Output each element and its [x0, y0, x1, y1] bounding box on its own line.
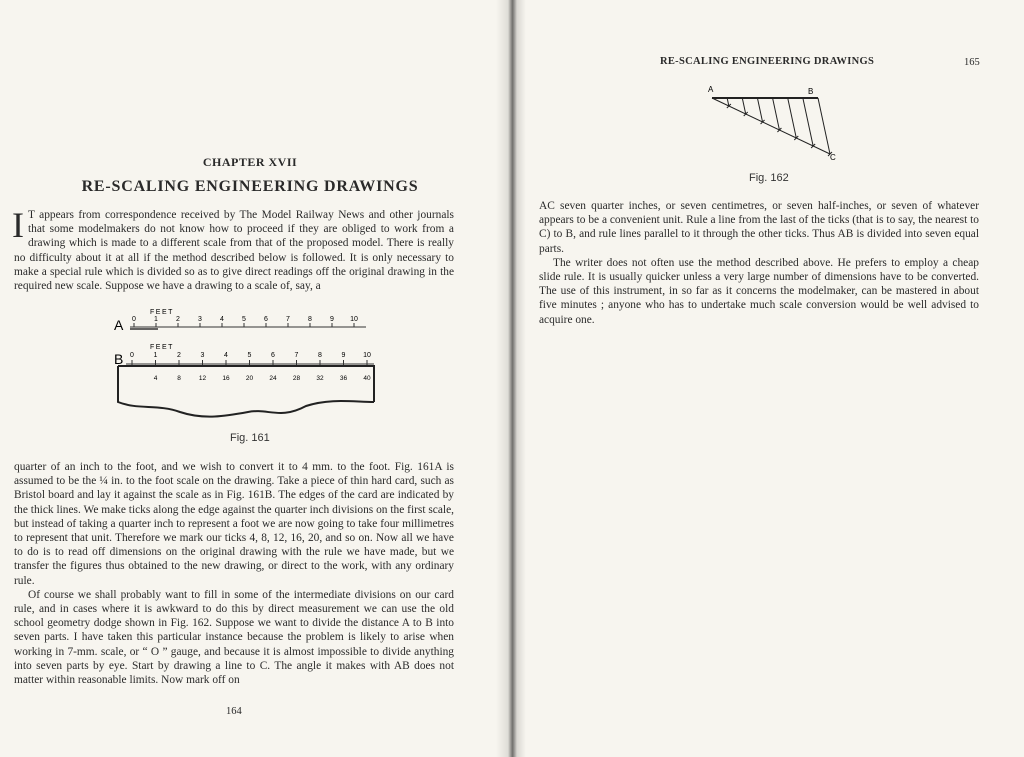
- parallel-line: [757, 98, 762, 122]
- figure-162: [702, 82, 852, 168]
- card-rule-mm-label: 32: [316, 375, 324, 382]
- scale-a-tick-label: 7: [286, 316, 290, 323]
- scale-b: [114, 344, 374, 417]
- card-rule-mm-label: 8: [177, 375, 181, 382]
- right-paragraph-1-text: AC seven quarter inches, or seven centimetres, or seven half-inches, or seven of whatever appears to be a convenient unit. Rule a line from the last of the ticks (that is to say, the nearest to C) to B, and rule lines parallel to it through the other ticks. Thus AB is divided into seven equal parts.: [539, 200, 979, 255]
- right-page-number: 165: [964, 57, 980, 68]
- parallel-line: [773, 98, 780, 130]
- scale-a-tick-label: 10: [350, 316, 358, 323]
- running-head: RE-SCALING ENGINEERING DRAWINGS: [660, 56, 875, 67]
- scale-b-unit: FEET: [150, 344, 174, 351]
- scale-a-tick-label: 1: [154, 316, 158, 323]
- scale-b-tick-label: 8: [318, 352, 322, 359]
- left-paragraph-2-text: quarter of an inch to the foot, and we wish to convert it to 4 mm. to the foot. Fig. 161A is assumed to be the ¼ in. to the foot scale on the drawing. Take a piece of thin hard card, such as Bristol board and lay it against the scale as in Fig. 161B. The edges of the card are indicated by the thick lines. We make ticks along the edge against the quarter inch divisions on the first scale, but instead of taking a quarter inch to represent a foot we are now going to take four millimetres to represent that unit. Therefore we mark our ticks 4, 8, 12, 16, 20, and so on. Now all we have to do is to read off dimensions on the original drawing with the rule we have made, but we transfer the figures thus obtained to the new drawing, or direct to the work, with any ordinary rule.: [14, 461, 454, 587]
- right-text: [539, 199, 979, 327]
- card-rule-mm-label: 28: [292, 375, 301, 382]
- card-rule-mm-label: 40: [363, 375, 371, 382]
- scale-a-tick-label: 3: [198, 316, 202, 323]
- scale-b-tick-label: 9: [341, 352, 346, 359]
- scale-b-tick-label: 4: [224, 352, 228, 359]
- parallel-line: [818, 98, 830, 154]
- left-page: [0, 0, 500, 757]
- scale-a-tick-label: 0: [132, 316, 136, 323]
- point-a-label: A: [708, 85, 714, 94]
- scale-a-letter: A: [114, 317, 124, 333]
- parallel-line: [742, 98, 745, 114]
- card-rule: [118, 366, 374, 417]
- figure-161-label: Fig. 161: [230, 432, 270, 444]
- left-paragraph-2: [14, 460, 454, 687]
- chapter-number: CHAPTER XVII: [202, 155, 298, 169]
- chapter-title: RE-SCALING ENGINEERING DRAWINGS: [81, 178, 419, 195]
- scale-a-tick-label: 5: [242, 316, 246, 323]
- card-rule-mm-label: 24: [269, 375, 277, 382]
- scale-b-tick-label: 10: [363, 352, 371, 359]
- scale-a: [114, 309, 366, 333]
- scale-a-tick-label: 6: [264, 316, 268, 323]
- scale-b-tick-label: 6: [271, 352, 275, 359]
- scale-b-tick-label: 7: [294, 352, 299, 359]
- book-gutter: [496, 0, 526, 757]
- left-paragraph-3-text: Of course we shall probably want to fill in some of the intermediate divisions on our card rule, and in cases where it is awkward to do this by direct measurement we can use the old school geometry dodge shown in Fig. 162. Suppose we want to divide the distance A to B into seven parts. I have taken this particular instance because the problem is likely to arise when working in 7-mm. scale, or “ O ” gauge, and because it is almost impossible to divide anything into seven parts by eye. Start by drawing a line to C. The angle it makes with AB does not matter within reasonable limits. Now mark off on: [14, 588, 454, 687]
- parallel-line: [803, 98, 813, 146]
- figure-162-label: Fig. 162: [749, 172, 789, 184]
- card-rule-mm-label: 20: [245, 375, 254, 382]
- figure-161: [108, 306, 408, 426]
- scale-b-tick-label: 0: [130, 352, 134, 359]
- right-paragraph-2-text: The writer does not often use the method described above. He prefers to employ a cheap slide rule. It is usually quicker unless a very large number of dimensions have to be converted. The use of this instrument, in so far as it concerns the modelmaker, can be mastered in about five minutes ; anyone who has to undertake much scale conversion would be well advised to acquire one.: [539, 256, 979, 326]
- right-page: [524, 0, 1024, 757]
- card-rule-mm-label: 4: [153, 375, 158, 382]
- left-paragraph-1-text: T appears from correspondence received by The Model Railway News and other journals that some modelmakers do not know how to proceed if they are obliged to work from a drawing which is made to a different scale from that of the proposed model. There is really no difficulty about it at all if the method described below is followed. It is only necessary to make a special rule which is divided so as to give direct readings off the original drawing in the required new scale. Suppose we have a drawing to a scale of, say, a: [14, 209, 454, 293]
- card-rule-mm-label: 16: [222, 375, 230, 382]
- scale-b-letter: B: [114, 351, 124, 367]
- scale-b-tick-label: 1: [153, 352, 158, 359]
- point-c-label: C: [830, 153, 836, 162]
- card-rule-mm-label: 36: [339, 375, 348, 382]
- scale-b-tick-label: 2: [177, 352, 181, 359]
- drop-cap: I: [12, 205, 24, 245]
- scale-b-tick-label: 3: [200, 352, 205, 359]
- parallel-line: [788, 98, 797, 138]
- line-ac: [712, 98, 830, 154]
- left-paragraph-1: [12, 205, 454, 293]
- scale-a-tick-label: 8: [308, 316, 312, 323]
- left-page-number: 164: [226, 706, 242, 717]
- scale-a-tick-label: 2: [176, 316, 180, 323]
- scale-a-unit: FEET: [150, 309, 174, 316]
- scale-b-tick-label: 5: [247, 352, 252, 359]
- point-b-label: B: [808, 87, 814, 96]
- scale-a-tick-label: 4: [220, 316, 224, 323]
- scale-a-tick-label: 9: [330, 316, 334, 323]
- card-rule-mm-label: 12: [198, 375, 207, 382]
